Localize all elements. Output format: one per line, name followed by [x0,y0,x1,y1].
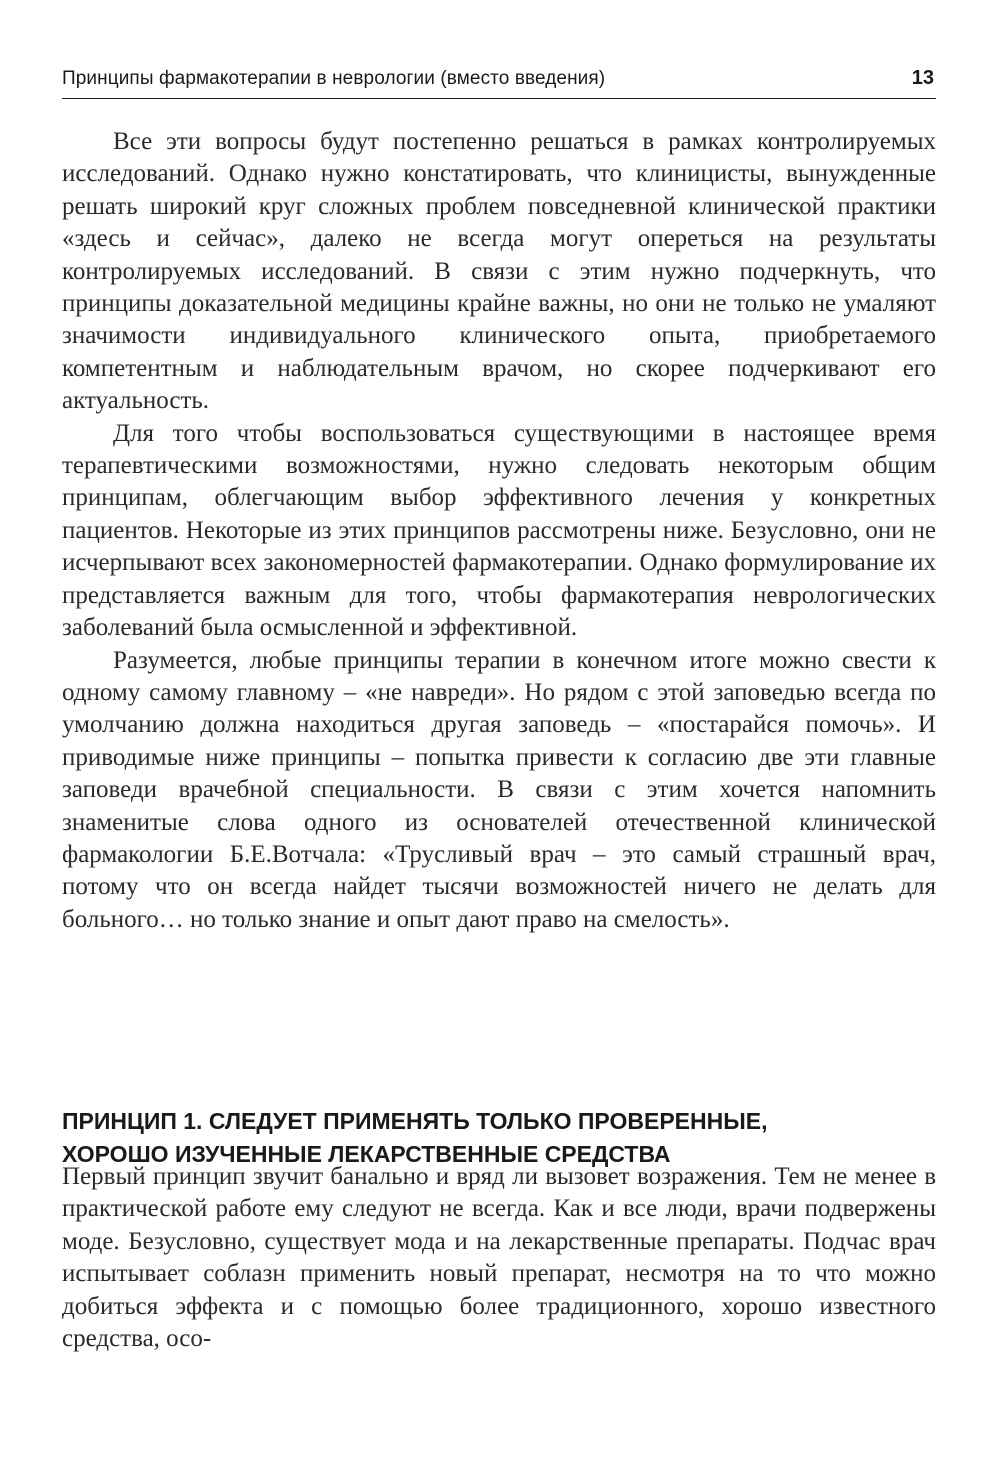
page-number: 13 [911,67,934,89]
body-text [62,126,936,936]
paragraph: Для того чтобы воспользоваться существующими в настоящее время терапевтическими возможностями, нужно следовать некоторым общим принципам, облегчающим выбор эффективного лечения у конкретных пациентов. Некоторые из этих принципов рассмотрены ниже. Безусловно, они не исчерпывают всех закономерностей фармакотерапии. Однако формулирование их представляется важным для того, чтобы фармакотерапия неврологических заболеваний была осмысленной и эффективной. [62,419,936,642]
section-heading-line: ХОРОШО ИЗУЧЕННЫЕ ЛЕКАРСТВЕННЫЕ СРЕДСТВА [62,1141,671,1168]
running-header [62,64,936,99]
section-heading-line: ПРИНЦИП 1. СЛЕДУЕТ ПРИМЕНЯТЬ ТОЛЬКО ПРОВЕРЕННЫЕ, [62,1108,768,1135]
paragraph: Все эти вопросы будут постепенно решаться в рамках контролируемых исследований. Однако нужно констатировать, что клиницисты, вынужденные решать широкий круг сложных проблем повседневной клинической практики «здесь и сейчас», далеко не всегда могут опереться на результаты контролируемых исследований. В связи с этим нужно подчеркнуть, что принципы доказательной медицины крайне важны, но они не только не умаляют значимости индивидуального клинического опыта, приобретаемого компетентным и наблюдательным врачом, но скорее подчеркивают его актуальность. [62,128,936,415]
section-text [62,1161,936,1355]
paragraph: Разумеется, любые принципы терапии в конечном итоге можно свести к одному самому главному – «не навреди». Но рядом с этой заповедью всегда по умолчанию должна находиться другая заповедь – «постарайся помочь». И приводимые ниже принципы – попытка привести к согласию две эти главные заповеди врачебной специальности. В связи с этим хочется напомнить знаменитые слова одного из основателей отечественной клинической фармакологии Б.Е.Вотчала: «Трусливый врач – это самый страшный врач, потому что он всегда найдет тысячи возможностей ничего не делать для больного… но только знание и опыт дают право на смелость». [62,646,936,933]
paragraph: Первый принцип звучит банально и вряд ли вызовет возражения. Тем не менее в практической работе ему следуют не всегда. Как и все люди, врачи подвержены моде. Безусловно, существует мода и на лекарственные препараты. Подчас врач испытывает соблазн применить новый препарат, несмотря на то что можно добиться эффекта и с помощью более традиционного, хорошо известного средства, осо- [62,1163,936,1353]
running-title: Принципы фармакотерапии в неврологии (вместо введения) [62,68,606,89]
